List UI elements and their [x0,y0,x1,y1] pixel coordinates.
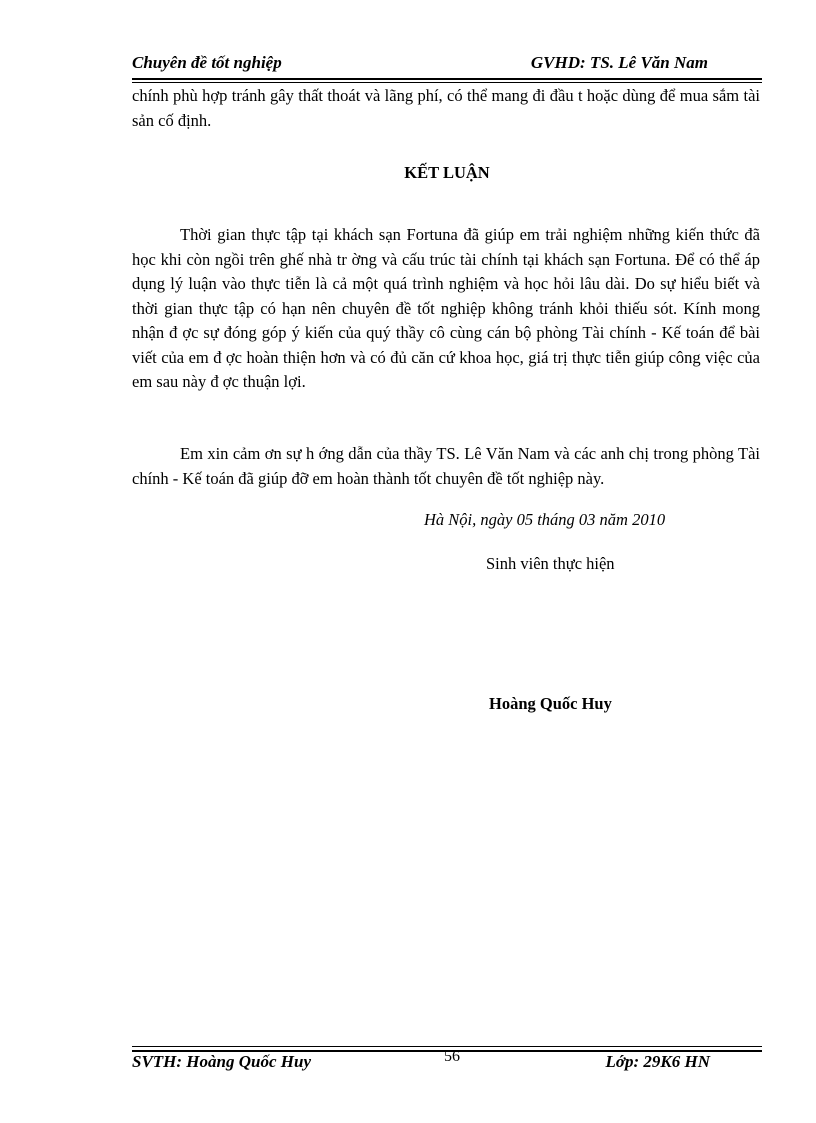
footer-class: Lớp: 29K6 HN [605,1052,710,1071]
signer-role: Sinh viên thực hiện [486,554,615,573]
section-title: KẾT LUẬN [404,163,490,182]
signer-name: Hoàng Quốc Huy [489,694,612,713]
page-header [132,53,762,79]
header-rule-thin [132,82,762,83]
footer-student: SVTH: Hoàng Quốc Huy [132,1052,311,1071]
conclusion-paragraph-2: Em xin cảm ơn sự h ớng dẫn của thầy TS. Lê Văn Nam và các anh chị trong phòng Tài chính - Kế toán đã giúp đỡ em hoàn thành tốt chuyên đề tốt nghiệp này. [132,444,760,488]
conclusion-paragraph-1: Thời gian thực tập tại khách sạn Fortuna đã giúp em trải nghiệm những kiến thức đã học khi còn ngồi trên ghế nhà tr ờng và cấu trúc tài chính tại khách sạn Fortuna. Để có thể áp dụng lý luận vào thực tiễn là cả một quá trình nghiệm và học hỏi lâu dài. Do sự hiểu biết và thời gian thực tập có hạn nên chuyên đề tốt nghiệp không tránh khỏi thiếu sót. Kính mong nhận đ ợc sự đóng góp ý kiến của quý thầy cô cùng cán bộ phòng Tài chính - Kế toán để bài viết của em đ ợc hoàn thiện hơn và có đủ căn cứ khoa học, giá trị thực tiễn giúp công việc của em sau này đ ợc thuận lợi. [132,225,760,391]
date-line: Hà Nội, ngày 05 tháng 03 năm 2010 [424,510,666,529]
footer-rule-thin [132,1046,762,1047]
header-rule [132,78,762,80]
header-document-type: Chuyên đề tốt nghiệp [132,53,282,72]
page-number: 56 [444,1048,460,1065]
intro-paragraph: chính phù hợp tránh gây thất thoát và lãng phí, có thể mang đi đầu t hoặc dùng để mua sắm tài sản cố định. [132,86,760,130]
header-supervisor: GVHD: TS. Lê Văn Nam [530,53,708,72]
page-footer [132,1048,762,1078]
